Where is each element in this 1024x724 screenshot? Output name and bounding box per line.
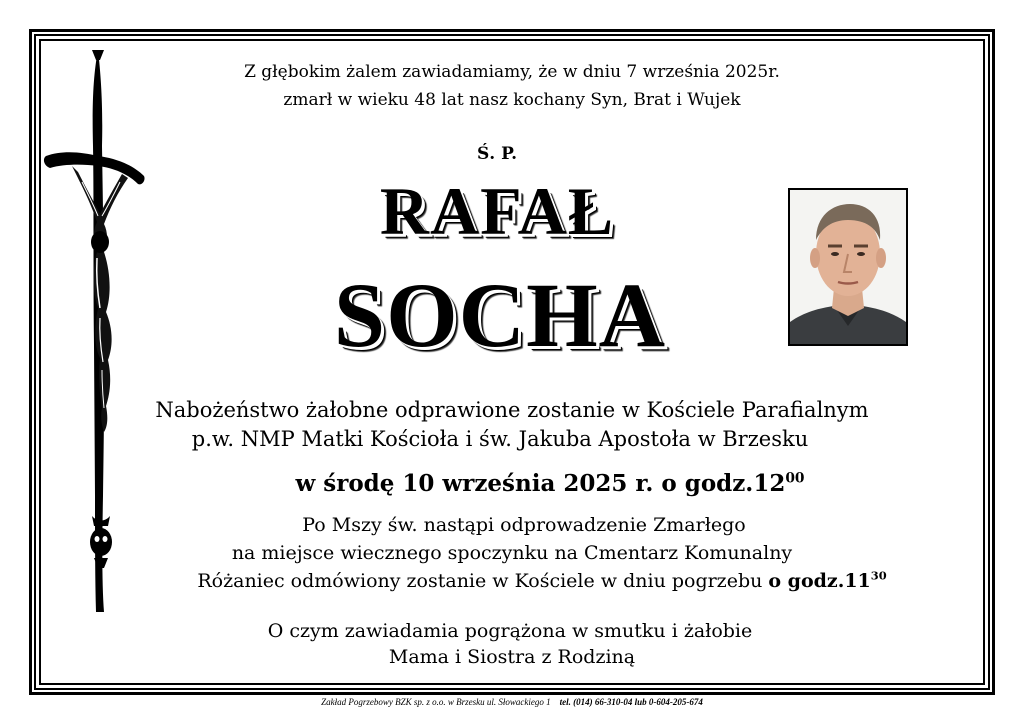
closing-line-1: O czym zawiadamia pogrążona w smutku i żałobie: [267, 620, 753, 642]
rosary-time-minutes: 30: [870, 568, 887, 583]
burial-line-1: Po Mszy św. nastąpi odprowadzenie Zmarłego: [302, 514, 746, 536]
closing-line-2: Mama i Siostra z Rodziną: [388, 646, 636, 668]
service-date-minutes: 00: [785, 470, 805, 487]
footer-company: Zakład Pogrzebowy BZK sp. z o.o. w Brzesku ul. Słowackiego 1: [321, 697, 551, 707]
service-line-1: Nabożeństwo żałobne odprawione zostanie w Kościele Parafialnym: [155, 398, 869, 422]
first-name: RAFAŁ: [379, 173, 615, 249]
rosary-time-text: o godz.11: [768, 570, 871, 592]
portrait-photo: [788, 188, 908, 346]
rosary-text: Różaniec odmówiony zostanie w Kościele w dniu pogrzebu: [197, 570, 769, 592]
intro-line-1: Z głębokim żalem zawiadamiamy, że w dniu 7 września 2025r.: [244, 62, 780, 82]
service-date: [38, 470, 1024, 497]
service-line-2: p.w. NMP Matki Kościoła i św. Jakuba Apostoła w Brzesku: [191, 427, 809, 451]
rosary-line: [30, 570, 1024, 592]
footer-phone: tel. (014) 66-310-04 lub 0-604-205-674: [559, 697, 703, 707]
burial-line-2: na miejsce wiecznego spoczynku na Cmentarz Komunalny: [231, 542, 793, 564]
footer: [0, 697, 1024, 707]
rosary-time: [768, 570, 886, 592]
intro-line-2: zmarł w wieku 48 lat nasz kochany Syn, Brat i Wujek: [283, 90, 741, 110]
service-date-text: w środę 10 września 2025 r. o godz.12: [295, 470, 786, 497]
last-name: SOCHA: [333, 264, 667, 366]
prefix-sp: Ś. P.: [476, 144, 517, 164]
portrait-image: [790, 190, 906, 344]
